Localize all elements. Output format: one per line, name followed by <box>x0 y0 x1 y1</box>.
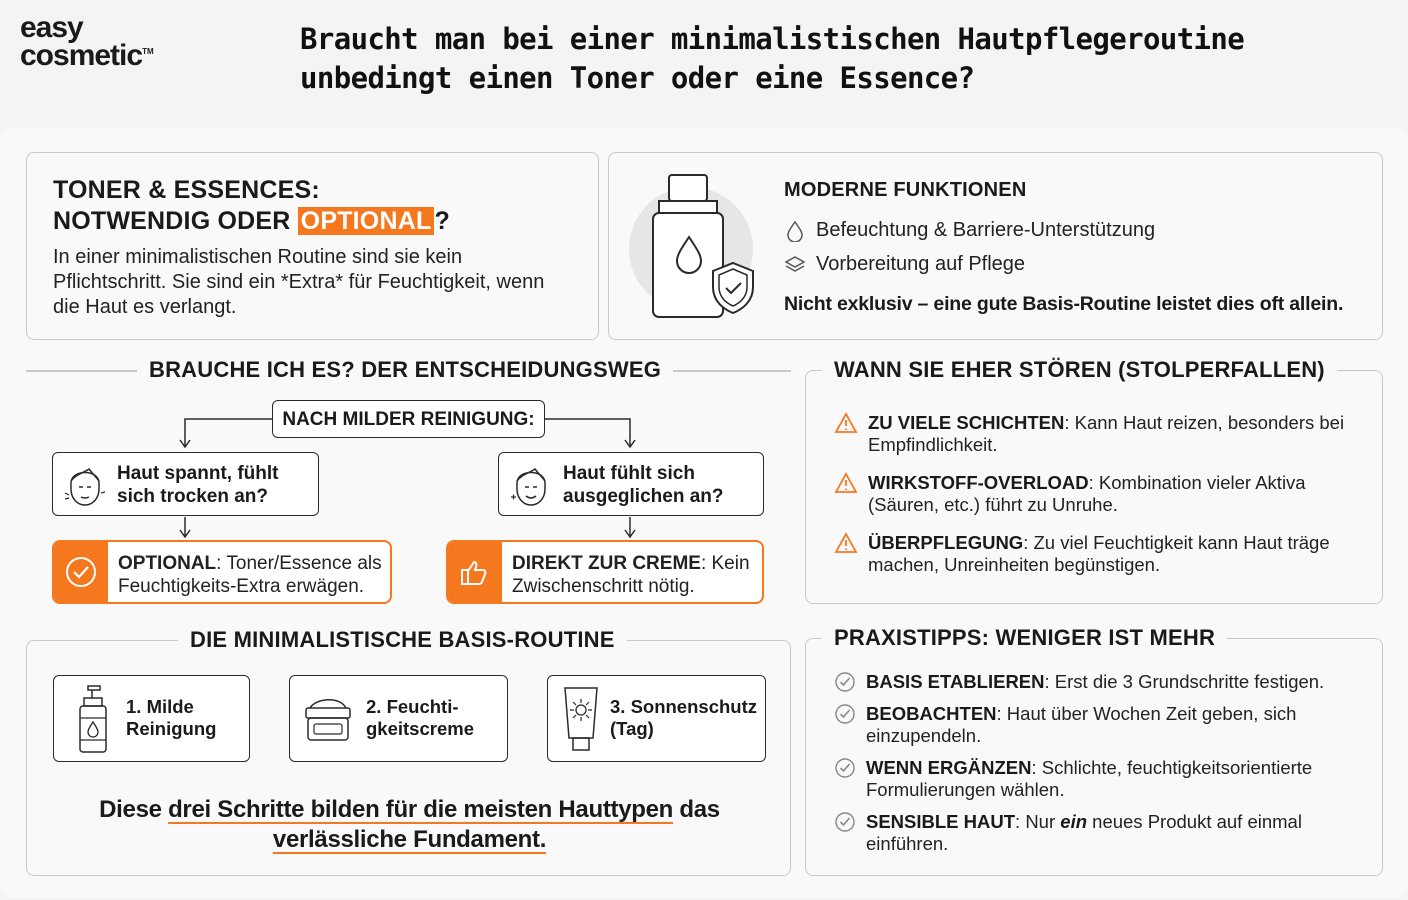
toner-body: In einer minimalistischen Routine sind sie kein Pflichtschritt. Sie sind ein *Extra* für Feuchtigkeit, wenn die Haut es verlangt. <box>53 246 545 318</box>
face-icon <box>63 459 107 509</box>
step-label-line2: gkeitscreme <box>366 718 474 739</box>
basis-note-underline2: verlässliche Fundament. <box>272 826 547 853</box>
optional-highlight: OPTIONAL <box>298 207 435 235</box>
tip-text: neues Produkt auf einmal einführen. <box>866 811 1302 854</box>
warning-icon <box>834 532 858 554</box>
step-sunscreen <box>547 675 766 762</box>
modern-item-label: Befeuchtung & Barriere-Unterstützung <box>816 219 1156 241</box>
modern-functions-card <box>608 152 1383 340</box>
brand-line1: easy <box>20 11 83 44</box>
sunscreen-tube-icon <box>562 684 600 754</box>
step-label-line2: (Tag) <box>610 718 654 739</box>
warning-icon <box>834 412 858 434</box>
toner-heading-qmark: ? <box>434 207 450 235</box>
check-icon <box>834 671 856 693</box>
question-balanced-line1: Haut fühlt sich <box>563 463 695 484</box>
check-icon <box>834 703 856 725</box>
pump-bottle-icon <box>76 684 110 754</box>
modern-item <box>784 253 1025 276</box>
answer-optional-line2: Feuchtigkeits-Extra erwägen. <box>118 576 365 597</box>
basis-note-mid: das <box>673 796 720 823</box>
check-icon <box>834 811 856 833</box>
pitfall-title: ÜBERPFLEGUNG <box>868 532 1024 553</box>
page-title: Braucht man bei einer minimalistischen Hautpflegeroutine unbedingt einen Toner oder eine Essence? <box>300 22 1245 95</box>
pitfall-item <box>834 532 1354 576</box>
step-moisturizer <box>289 675 508 762</box>
step-label-line1: 2. Feuchti- <box>366 696 459 717</box>
layers-icon <box>784 254 806 276</box>
step-label-line2: Reinigung <box>126 718 217 739</box>
warning-icon <box>834 472 858 494</box>
step-label-line1: 1. Milde <box>126 696 194 717</box>
modern-item-label: Vorbereitung auf Pflege <box>816 253 1026 275</box>
face-icon <box>509 459 553 509</box>
basis-heading: DIE MINIMALISTISCHE BASIS-ROUTINE <box>178 627 627 653</box>
tip-title: WENN ERGÄNZEN <box>866 757 1032 778</box>
question-dry <box>52 452 319 516</box>
tip-title: BASIS ETABLIEREN <box>866 671 1045 692</box>
pitfalls-heading: WANN SIE EHER STÖREN (STOLPERFALLEN) <box>822 357 1337 383</box>
decision-start <box>272 400 545 438</box>
pitfall-text: : Kann Haut reizen, besonders bei Empfindlichkeit. <box>868 412 1345 455</box>
cream-jar-icon <box>302 694 354 746</box>
answer-direct-bold: DIREKT ZUR CREME <box>512 553 701 574</box>
modern-note: Nicht exklusiv – eine gute Basis-Routine leistet dies oft allein. <box>784 293 1344 315</box>
pitfall-title: ZU VIELE SCHICHTEN <box>868 412 1065 433</box>
answer-direct-line2: Zwischenschritt nötig. <box>512 576 695 597</box>
tip-item <box>834 811 1364 855</box>
question-balanced-line2: ausgeglichen an? <box>563 486 724 507</box>
pitfall-item <box>834 412 1354 456</box>
toner-heading-line2: NOTWENDIG ODER <box>53 207 298 235</box>
tip-title: BEOBACHTEN <box>866 703 997 724</box>
tip-text: : Haut über Wochen Zeit geben, sich einzupendeln. <box>866 703 1297 746</box>
bottle-shield-icon <box>629 171 759 321</box>
tips-card <box>805 638 1383 876</box>
tip-title: SENSIBLE HAUT <box>866 811 1016 832</box>
answer-optional-bold: OPTIONAL <box>118 553 217 574</box>
modern-item <box>784 219 1155 242</box>
decision-heading: BRAUCHE ICH ES? DER ENTSCHEIDUNGSWEG <box>137 357 673 383</box>
check-icon <box>834 757 856 779</box>
tips-heading: PRAXISTIPPS: WENIGER IST MEHR <box>822 625 1227 651</box>
pitfall-text: : Kombination vieler Aktiva (Säuren, etc.) führt zu Unruhe. <box>868 472 1306 515</box>
pitfall-item <box>834 472 1354 516</box>
toner-heading <box>53 175 450 237</box>
step-label-line1: 3. Sonnenschutz <box>610 696 757 717</box>
question-dry-line2: sich trocken an? <box>117 486 268 507</box>
thumbs-up-icon <box>458 555 492 589</box>
brand-logo <box>20 11 154 72</box>
tip-text: : Erst die 3 Grundschritte festigen. <box>1044 671 1325 692</box>
brand-tm: TM <box>142 47 154 56</box>
droplet-icon <box>784 220 806 242</box>
basis-note <box>27 795 792 855</box>
tip-emphasis: ein <box>1060 811 1088 832</box>
basis-note-pre: Diese <box>99 796 169 823</box>
brand-line2: cosmetic <box>20 39 143 72</box>
check-circle-icon <box>64 555 98 589</box>
pitfall-title: WIRKSTOFF-OVERLOAD <box>868 472 1089 493</box>
toner-card <box>26 152 599 340</box>
basis-note-underline: drei Schritte bilden für die meisten Hauttypen <box>168 796 674 823</box>
decision-start-label: NACH MILDER REINIGUNG: <box>282 409 535 430</box>
answer-direct <box>446 540 764 604</box>
tip-item <box>834 757 1364 801</box>
answer-direct-text: : Kein <box>700 553 750 574</box>
toner-heading-line1: TONER & ESSENCES: <box>53 176 320 204</box>
pitfall-text: : Zu viel Feuchtigkeit kann Haut träge machen, Unreinheiten begünstigen. <box>868 532 1330 575</box>
tip-item <box>834 703 1364 747</box>
tip-item <box>834 671 1364 693</box>
answer-optional <box>52 540 392 604</box>
modern-heading: MODERNE FUNKTIONEN <box>784 179 1027 201</box>
step-cleansing <box>53 675 250 762</box>
question-dry-line1: Haut spannt, fühlt <box>117 463 279 484</box>
tip-text-pre: : Nur <box>1015 811 1061 832</box>
tip-text: : Schlichte, feuchtigkeitsorientierte Formulierungen wählen. <box>866 757 1313 800</box>
question-balanced <box>498 452 764 516</box>
basis-routine-card <box>26 640 791 876</box>
answer-optional-text: : Toner/Essence als <box>216 553 382 574</box>
pitfalls-card <box>805 370 1383 604</box>
